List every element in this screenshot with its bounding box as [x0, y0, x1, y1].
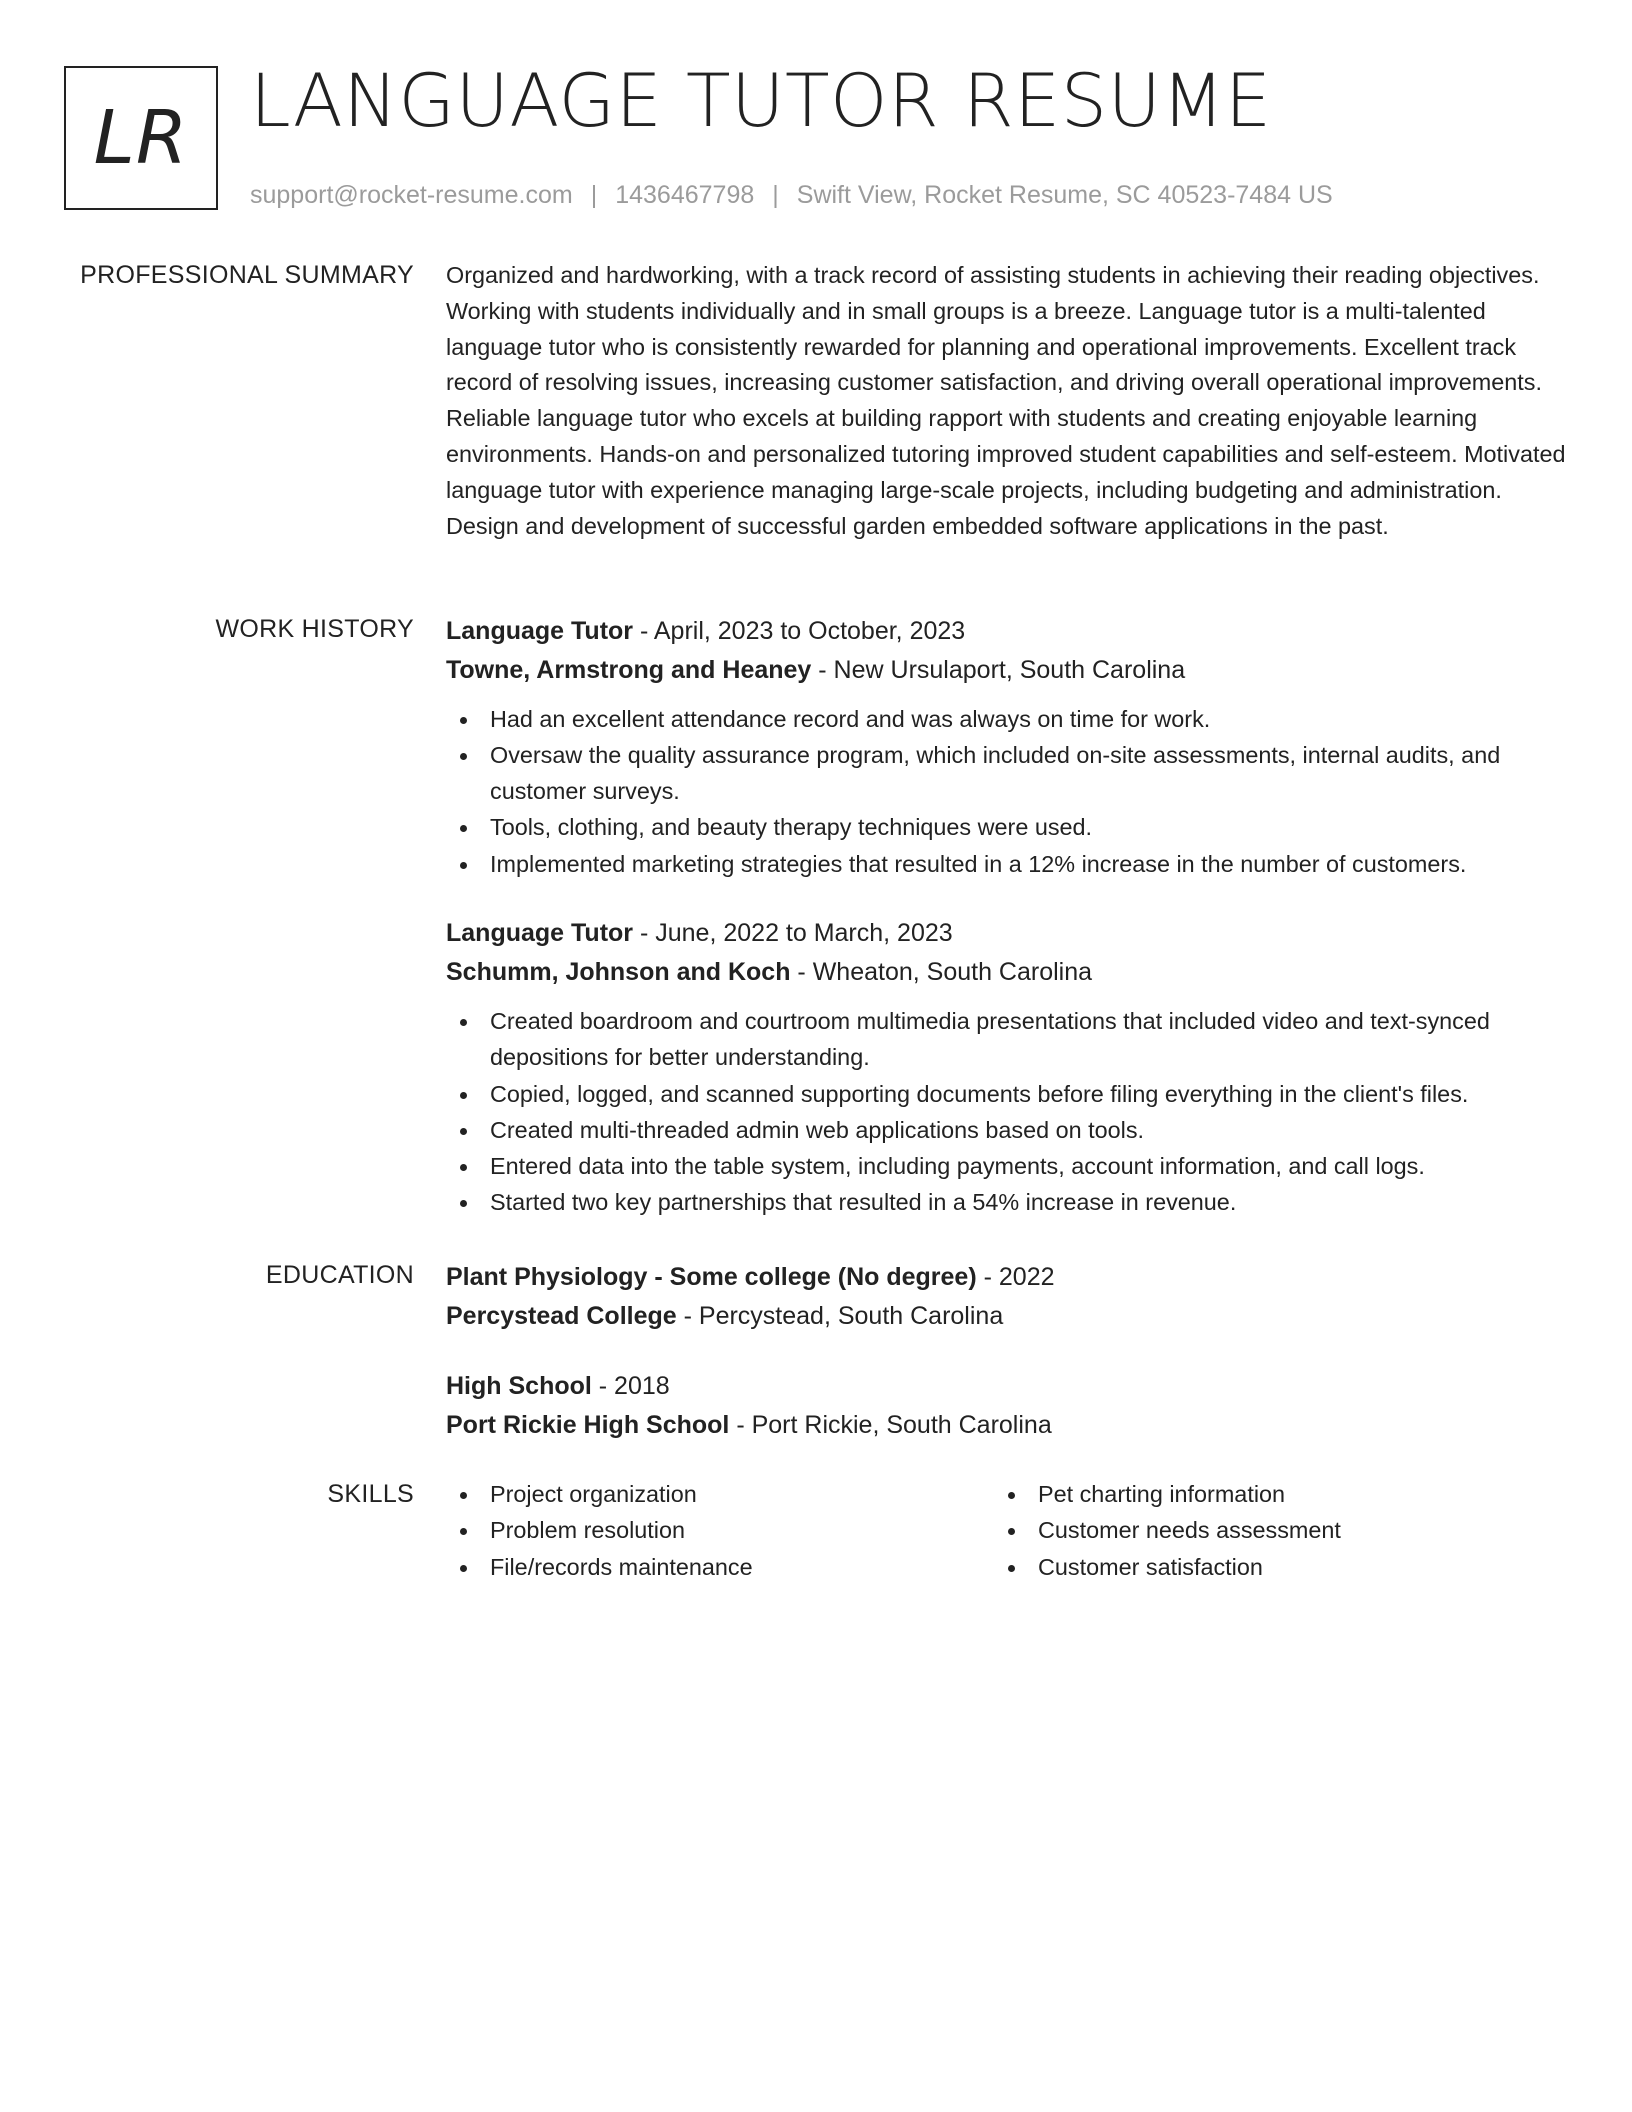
- skill-item: File/records maintenance: [446, 1550, 994, 1586]
- job-entry: [446, 914, 1576, 1221]
- job-title-line: [446, 612, 1576, 651]
- job-bullet: Created multi-threaded admin web applications based on tools.: [446, 1113, 1576, 1149]
- education-year: - 2022: [976, 1263, 1055, 1291]
- section-label-work-history: WORK HISTORY: [215, 615, 414, 643]
- job-location: - Wheaton, South Carolina: [790, 958, 1093, 987]
- resume-header: [250, 56, 1600, 212]
- education-school-line: [446, 1406, 1576, 1445]
- education-school-line: [446, 1297, 1576, 1336]
- job-bullet: Oversaw the quality assurance program, which included on-site assessments, internal audits, and customer surveys.: [446, 738, 1576, 810]
- job-company: Towne, Armstrong and Heaney: [446, 656, 812, 684]
- job-bullet: Had an excellent attendance record and was always on time for work.: [446, 702, 1576, 738]
- job-company-line: [446, 953, 1576, 992]
- job-company: Schumm, Johnson and Koch: [446, 958, 791, 987]
- skill-item: Project organization: [446, 1477, 994, 1513]
- education-degree: Plant Physiology - Some college (No degree): [446, 1263, 977, 1291]
- education-school: Port Rickie High School: [446, 1411, 730, 1439]
- job-bullet: Implemented marketing strategies that resulted in a 12% increase in the number of customers.: [446, 847, 1576, 883]
- job-dates: - April, 2023 to October, 2023: [633, 617, 966, 645]
- skills-body: [446, 1477, 1576, 1586]
- section-label-summary: PROFESSIONAL SUMMARY: [80, 261, 414, 289]
- job-bullet: Created boardroom and courtroom multimedia presentations that included video and text-synced depositions for better understanding.: [446, 1004, 1576, 1076]
- skill-item: Customer satisfaction: [994, 1550, 1542, 1586]
- job-entry: [446, 612, 1576, 882]
- skills-column-right: [994, 1477, 1542, 1586]
- skill-item: Pet charting information: [994, 1477, 1542, 1513]
- skills-list: [446, 1477, 994, 1585]
- contact-line: [250, 178, 1600, 212]
- skill-item: Customer needs assessment: [994, 1513, 1542, 1549]
- job-company-line: [446, 651, 1576, 690]
- job-bullet: Entered data into the table system, including payments, account information, and call logs.: [446, 1149, 1576, 1185]
- contact-phone: 1436467798: [615, 181, 755, 209]
- job-bullet: Copied, logged, and scanned supporting documents before filing everything in the client's files.: [446, 1077, 1576, 1113]
- education-degree-line: [446, 1258, 1576, 1297]
- skills-grid: [446, 1477, 1576, 1586]
- contact-separator: |: [590, 181, 598, 209]
- education-location: - Percystead, South Carolina: [676, 1302, 1004, 1330]
- section-label-education: EDUCATION: [265, 1261, 414, 1289]
- job-bullets: [446, 1004, 1576, 1221]
- contact-email: support@rocket-resume.com: [250, 181, 573, 209]
- job-location: - New Ursulaport, South Carolina: [811, 656, 1186, 684]
- section-label-skills: SKILLS: [327, 1480, 414, 1508]
- job-bullets: [446, 702, 1576, 882]
- skill-item: Problem resolution: [446, 1513, 994, 1549]
- skills-column-left: [446, 1477, 994, 1586]
- job-title-line: [446, 914, 1576, 953]
- job-title: Language Tutor: [446, 919, 634, 948]
- education-year: - 2018: [591, 1372, 670, 1400]
- education-entry: [446, 1367, 1576, 1445]
- job-dates: - June, 2022 to March, 2023: [633, 919, 953, 948]
- work-history-body: [446, 612, 1576, 1222]
- education-body: [446, 1258, 1576, 1445]
- education-entry: [446, 1258, 1576, 1336]
- education-degree-line: [446, 1367, 1576, 1406]
- contact-separator: |: [772, 181, 779, 209]
- resume-title: LANGUAGE TUTOR RESUME: [250, 59, 1272, 144]
- job-bullet: Started two key partnerships that resulted in a 54% increase in revenue.: [446, 1185, 1576, 1221]
- education-degree: High School: [446, 1372, 592, 1400]
- job-title: Language Tutor: [446, 617, 634, 645]
- monogram-box: [64, 66, 218, 210]
- summary-body: [446, 258, 1576, 544]
- summary-text: Organized and hardworking, with a track record of assisting students in achieving their reading objectives. Working with students individually and in small groups is a breeze. Language tutor is a multi-talented language tutor who is consistently rewarded for planning and operational improvements. Excellent track record of resolving issues, increasing customer satisfaction, and driving overall operational improvements. Reliable language tutor who excels at building rapport with students and creating enjoyable learning environments. Hands-on and personalized tutoring improved student capabilities and self-esteem. Motivated language tutor with experience managing large-scale projects, including budgeting and administration. Design and development of successful garden embedded software applications in the past.: [446, 262, 1566, 539]
- monogram-initials: LR: [93, 95, 189, 181]
- contact-address: Swift View, Rocket Resume, SC 40523-7484 US: [796, 181, 1333, 209]
- skills-list: [994, 1477, 1542, 1585]
- education-school: Percystead College: [446, 1302, 677, 1330]
- education-location: - Port Rickie, South Carolina: [729, 1411, 1052, 1439]
- job-bullet: Tools, clothing, and beauty therapy techniques were used.: [446, 810, 1576, 846]
